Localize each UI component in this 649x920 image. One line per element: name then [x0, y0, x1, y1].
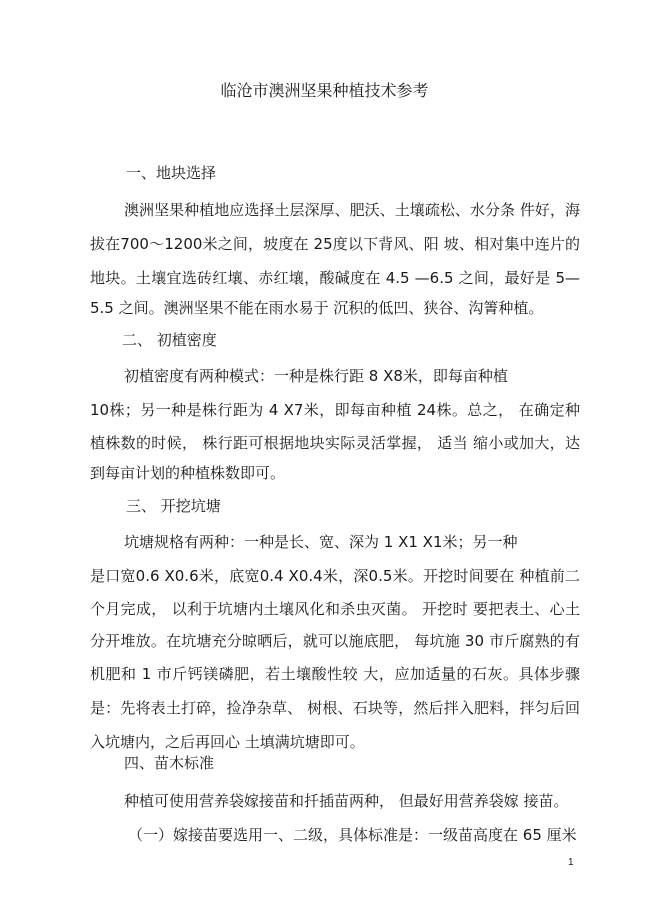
paragraph-line: 是口宽0.6 X0.6米，底宽0.4 X0.4米，深0.5米。开挖时间要在 种植前二: [90, 567, 580, 585]
section-heading-seedling-standards: 四、苗木标准: [124, 754, 215, 772]
paragraph-line: 植株数的时候， 株行距可根据地块实际灵活掌握， 适当 缩小或加大，达: [90, 434, 580, 452]
paragraph-line: 10株；另一种是株行距为 4 X7米，即每亩种植 24株。总之， 在确定种: [90, 401, 580, 419]
section-heading-planting-density: 二、 初植密度: [122, 331, 217, 349]
section-heading-plot-selection: 一、地块选择: [126, 164, 217, 182]
paragraph-line: 分开堆放。在坑塘充分晾晒后，就可以施底肥， 每坑施 30 市斤腐熟的有: [90, 632, 580, 650]
paragraph-line: 5.5 之间。澳洲坚果不能在雨水易于 沉积的低凹、狭谷、沟箐种植。: [90, 299, 544, 317]
paragraph-line: 初植密度有两种模式：一种是株行距 8 X8米，即每亩种植: [124, 367, 508, 385]
paragraph-line: 个月完成， 以利于坑塘内土壤风化和杀虫灭菌。 开挖时 要把表土、心土: [90, 600, 580, 618]
paragraph-line: 是：先将表土打碎，捡净杂草、 树根、石块等，然后拌入肥料，拌匀后回: [90, 699, 580, 717]
paragraph-line: 坑塘规格有两种：一种是长、宽、深为 1 X1 X1米；另一种: [124, 533, 518, 551]
paragraph-line: 地块。土壤宜选砖红壤、赤红壤，酸碱度在 4.5 —6.5 之间，最好是 5—: [90, 269, 580, 287]
section-heading-digging-pits: 三、 开挖坑塘: [126, 497, 221, 515]
paragraph-line: 澳洲坚果种植地应选择土层深厚、肥沃、土壤疏松、水分条 件好，海: [124, 201, 580, 219]
page-title: 临沧市澳洲坚果种植技术参考: [220, 81, 429, 100]
paragraph-line: 入坑塘内，之后再回心 土填满坑塘即可。: [90, 733, 365, 751]
paragraph-line: 到每亩计划的种植株数即可。: [90, 464, 286, 482]
paragraph-line: 种植可使用营养袋嫁接苗和扦插苗两种， 但最好用营养袋嫁 接苗。: [124, 792, 569, 810]
page-number: 1: [568, 857, 574, 868]
paragraph-line: 拔在700～1200米之间，坡度在 25度以下背风、阳 坡、相对集中连片的: [90, 235, 580, 253]
paragraph-line: 机肥和 1 市斤钙镁磷肥，若土壤酸性较 大，应加适量的石灰。具体步骤: [90, 665, 580, 683]
paragraph-line: （一）嫁接苗要选用一、二级，具体标准是：一级苗高度在 65 厘米: [128, 826, 577, 844]
